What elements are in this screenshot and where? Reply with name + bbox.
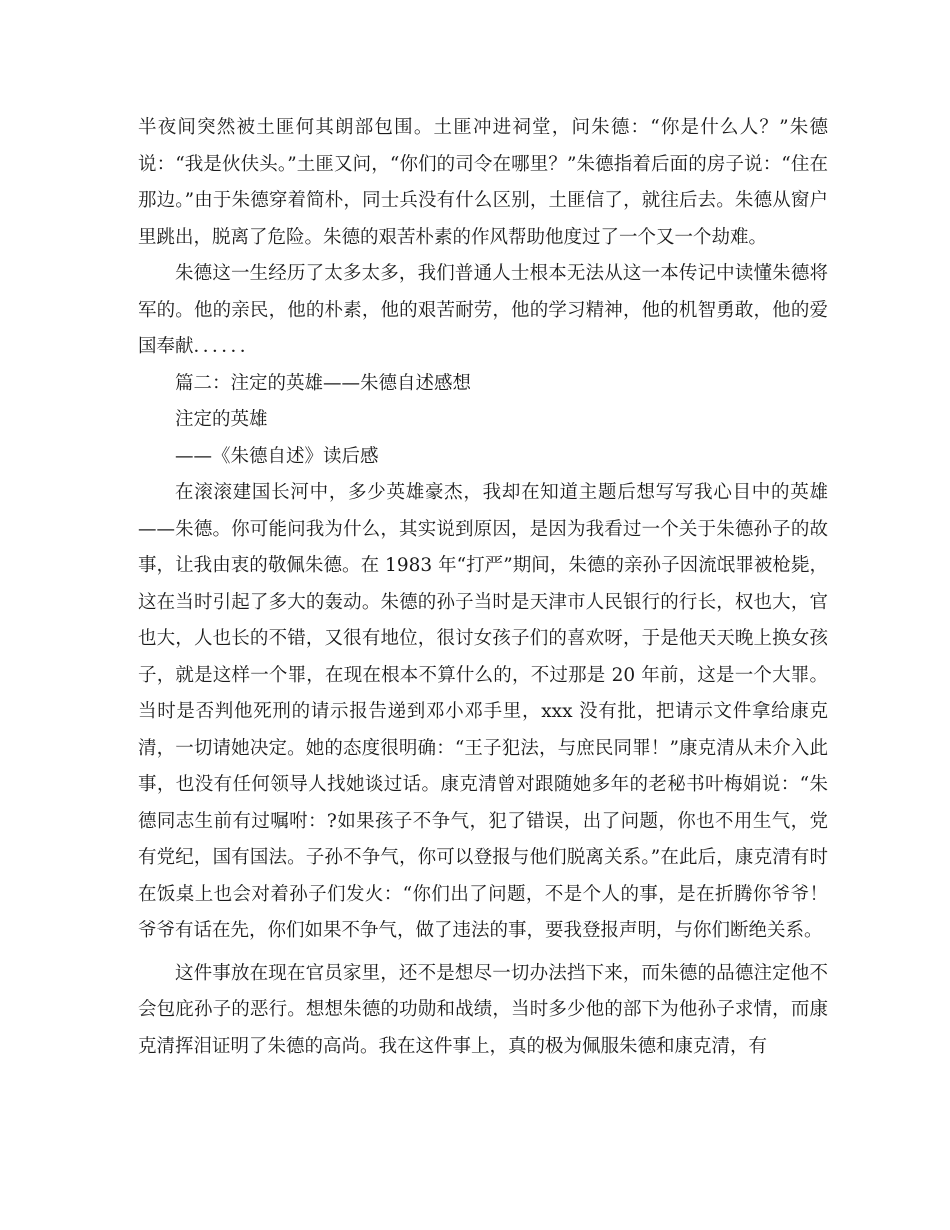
- essay-title: 注定的英雄: [175, 409, 268, 430]
- section-heading: 篇二：注定的英雄——朱德自述感想: [175, 372, 472, 394]
- paragraph-2: 朱德这一生经历了太多太多，我们普通人士根本无法从这一本传记中读懂朱德将军的。他的亲民，他的朴素，他的艰苦耐劳，他的学习精神，他的机智勇敢，他的爱国奉献．．．．．．: [138, 263, 828, 357]
- paragraph-1: 半夜间突然被土匪何其朗部包围。土匪冲进祠堂，问朱德：“你是什么人？”朱德说：“我是伙伕头。”土匪又问，“你们的司令在哪里？”朱德指着后面的房子说：“住在那边。”由于朱德穿着简朴，同士兵没有什么区别，土匪信了，就往后去。朱德从窗户里跳出，脱离了危险。朱德的艰苦朴素的作风帮助他度过了一个又一个劫难。: [138, 117, 828, 248]
- paragraph-4: 这件事放在现在官员家里，还不是想尽一切办法挡下来，而朱德的品德注定他不会包庇孙子的恶行。想想朱德的功勋和战绩，当时多少他的部下为他孙子求情，而康克清挥泪证明了朱德的高尚。我在这件事上，真的极为佩服朱德和康克清，有: [138, 962, 828, 1057]
- document-body: [138, 110, 828, 1065]
- paragraph-3: 在滚滚建国长河中，多少英雄豪杰，我却在知道主题后想写写我心目中的英雄——朱德。你可能问我为什么，其实说到原因，是因为我看过一个关于朱德孙子的故事，让我由衷的敬佩朱德。在 1983 年“打严”期间，朱德的亲孙子因流氓罪被枪毙，这在当时引起了多大的轰动。朱德的孙子当时是天津市人民银行的行长，权也大，官也大，人也长的不错，又很有地位，很讨女孩子们的喜欢呀，于是他天天晚上换女孩子，就是这样一个罪，在现在根本不算什么的，不过那是 20 年前，这是一个大罪。当时是否判他死刑的请示报告递到邓小邓手里，xxx 没有批，把请示文件拿给康克清，一切请她决定。她的态度很明确：“王子犯法，与庶民同罪！”康克清从未介入此事，也没有任何领导人找她谈过话。康克清曾对跟随她多年的老秘书叶梅娟说：“朱德同志生前有过嘱咐：?如果孩子不争气，犯了错误，出了问题，你也不用生气，党有党纪，国有国法。子孙不争气，你可以登报与他们脱离关系。”在此后，康克清有时在饭桌上也会对着孙子们发火：“你们出了问题，不是个人的事，是在折腾你爷爷！爷爷有话在先，你们如果不争气，做了违法的事，要我登报声明，与你们断绝关系。: [138, 482, 828, 941]
- essay-subtitle: ——《朱德自述》读后感: [175, 445, 379, 467]
